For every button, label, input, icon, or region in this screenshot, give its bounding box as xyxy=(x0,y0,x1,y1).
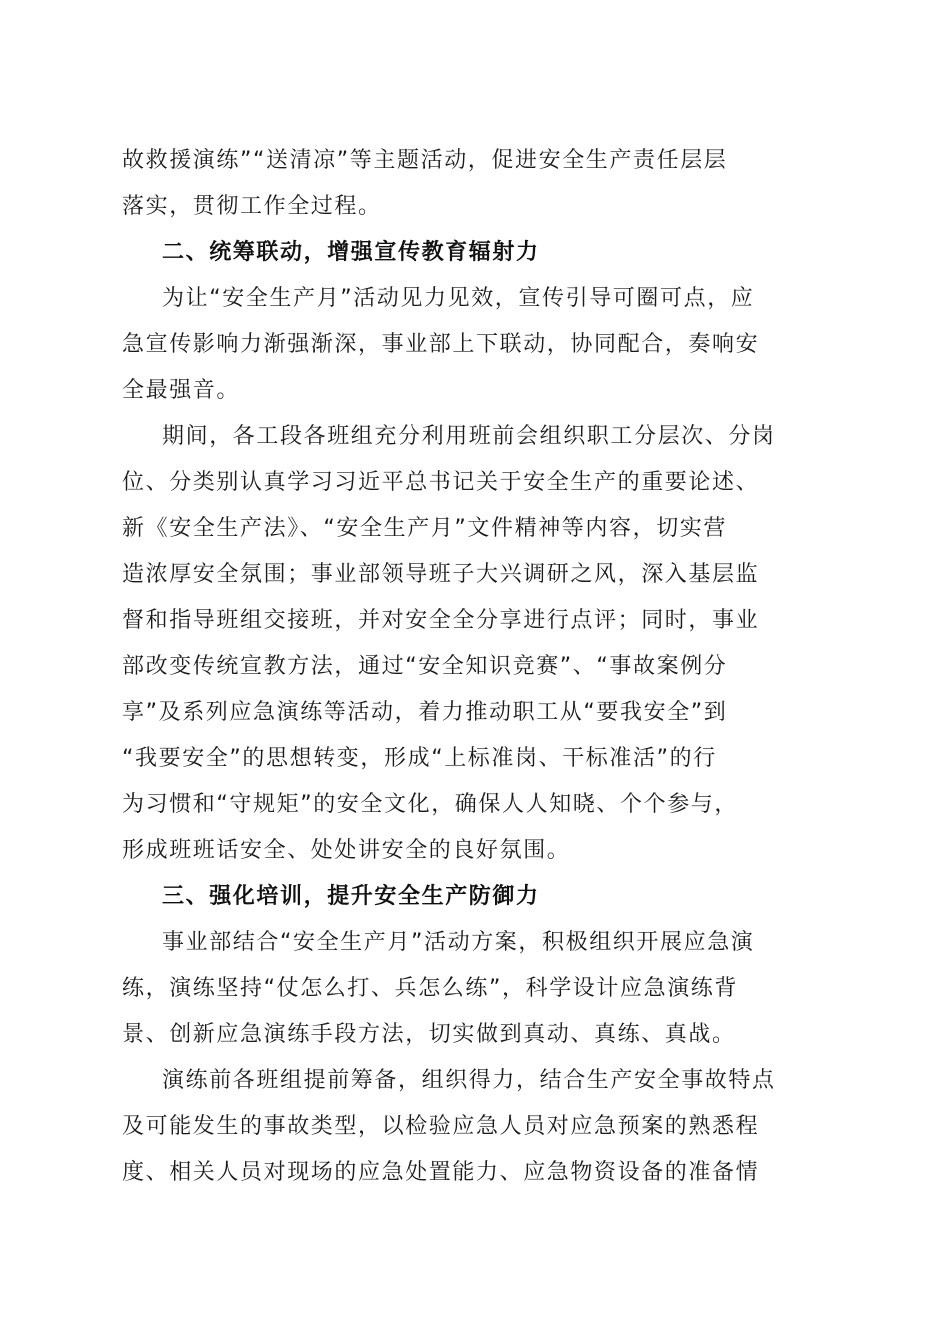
body-line: 景、创新应急演练手段方法，切实做到真动、真练、真战。 xyxy=(122,1022,736,1047)
section-heading-2: 二、统筹联动，增强宣传教育辐射力 xyxy=(162,240,540,265)
body-line: 期间，各工段各班组充分利用班前会组织职工分层次、分岗 xyxy=(162,424,776,449)
body-line: “我要安全”的思想转变，形成“上标准岗、干标准活”的行 xyxy=(122,746,717,771)
body-line: 度、相关人员对现场的应急处置能力、应急物资设备的准备情 xyxy=(122,1160,760,1185)
body-line: 位、分类别认真学习习近平总书记关于安全生产的重要论述、 xyxy=(122,470,760,495)
body-line: 造浓厚安全氛围；事业部领导班子大兴调研之风，深入基层监 xyxy=(122,562,760,587)
body-line: 为习惯和“守规矩”的安全文化，确保人人知晓、个个参与， xyxy=(122,792,738,817)
body-line: 练，演练坚持“仗怎么打、兵怎么练”，科学设计应急演练背 xyxy=(122,976,738,1001)
section-heading-3: 三、强化培训，提升安全生产防御力 xyxy=(162,884,540,909)
body-line: 新《安全生产法》、“安全生产月”文件精神等内容，切实营 xyxy=(122,516,727,541)
body-line: 急宣传影响力渐强渐深，事业部上下联动，协同配合，奏响安 xyxy=(122,332,760,357)
body-line: 落实，贯彻工作全过程。 xyxy=(122,194,382,219)
body-line: 督和指导班组交接班，并对安全全分享进行点评；同时，事业 xyxy=(122,608,760,633)
body-line: 享”及系列应急演练等活动，着力推动职工从“要我安全”到 xyxy=(122,700,728,725)
document-body xyxy=(122,138,822,1196)
body-line: 演练前各班组提前筹备，组织得力，结合生产安全事故特点 xyxy=(162,1068,776,1093)
body-line: 全最强音。 xyxy=(122,378,241,403)
body-line: 及可能发生的事故类型，以检验应急人员对应急预案的熟悉程 xyxy=(122,1114,760,1139)
body-line: 故救援演练”“送清凉”等主题活动，促进安全生产责任层层 xyxy=(122,148,728,173)
body-line: 形成班班话安全、处处讲安全的良好氛围。 xyxy=(122,838,571,863)
body-line: 为让“安全生产月”活动见力见效，宣传引导可圈可点，应 xyxy=(162,286,755,311)
body-line: 部改变传统宣教方法，通过“安全知识竞赛”、“事故案例分 xyxy=(122,654,728,679)
body-line: 事业部结合“安全生产月”活动方案，积极组织开展应急演 xyxy=(162,930,755,955)
